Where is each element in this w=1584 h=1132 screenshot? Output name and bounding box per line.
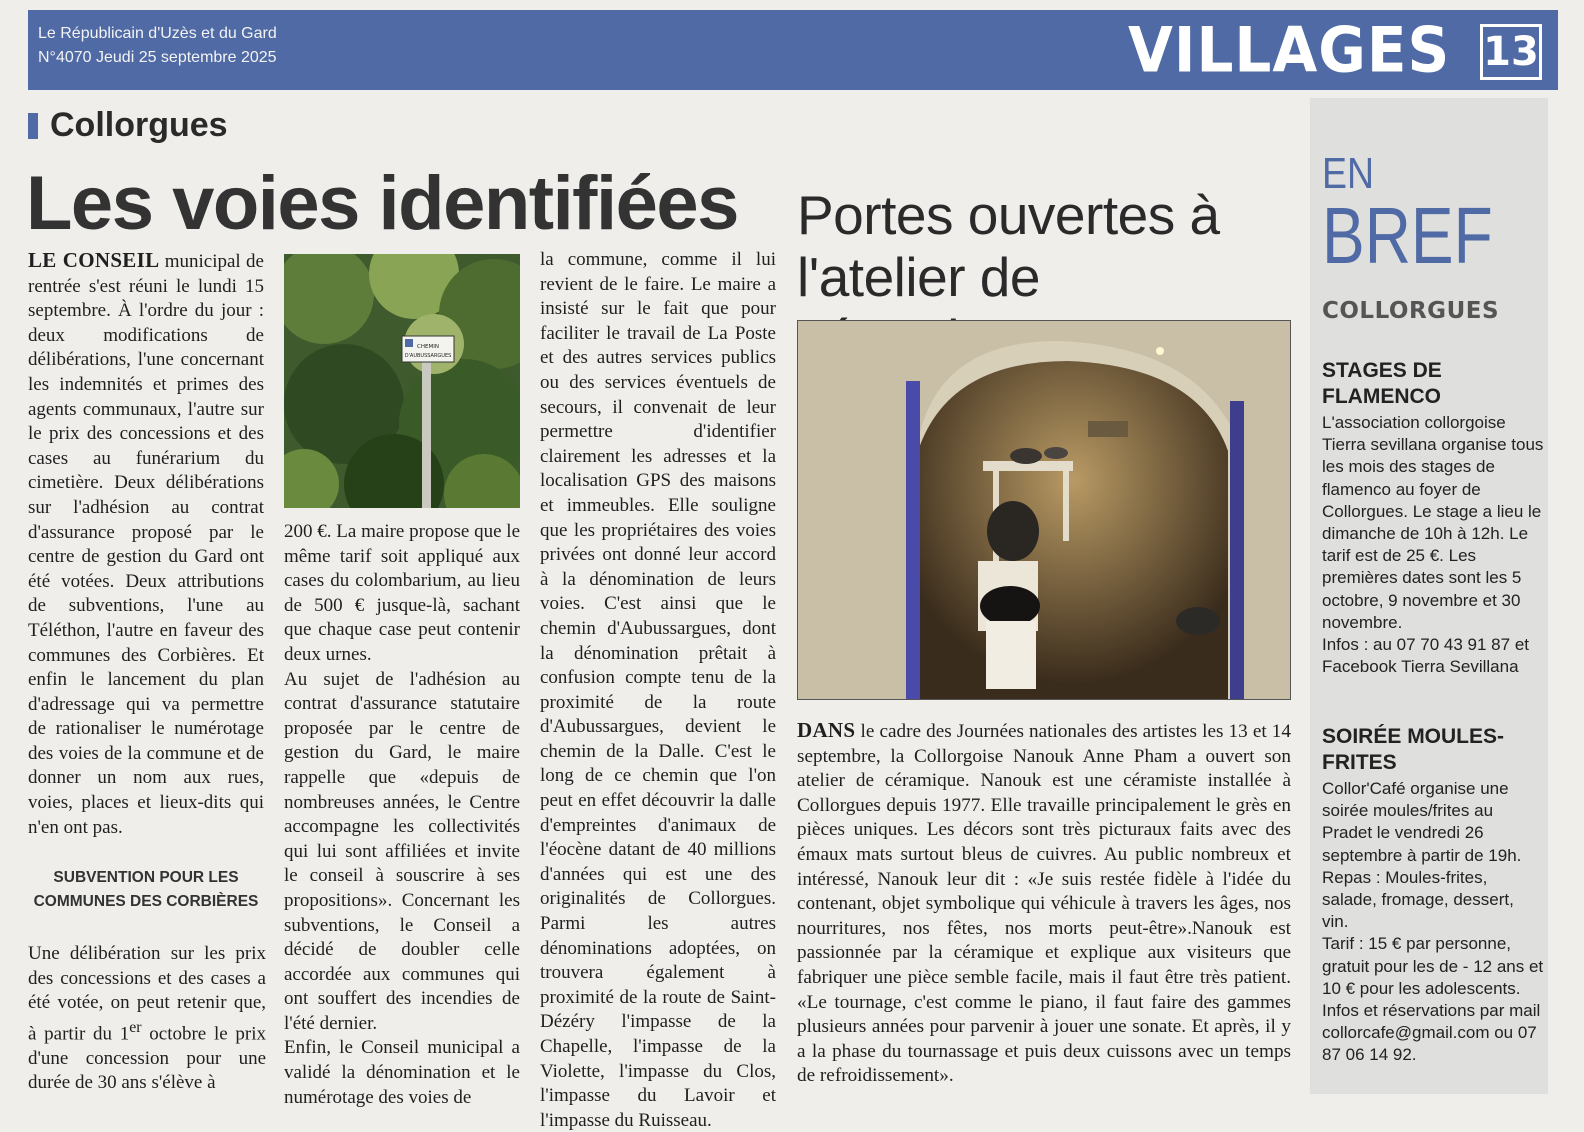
brief-2-title: SOIRÉE MOULES-FRITES	[1322, 725, 1505, 774]
column-2-text: 200 €. La maire propose que le même tarif soit appliqué aux cases du colombarium, au lieu de 500 € jusque-là, sachant que chaque case peut contenir deux urnes.	[284, 521, 520, 665]
sign-text-2: D'AUBUSSARGUES	[404, 353, 452, 359]
article2-text: le cadre des Journées nationales des artistes les 13 et 14 septembre, la Collorgoise Nanouk Anne Pham a ouvert son atelier de céramique. Nanouk est une céramiste installée à Collorgues depuis 1977. Elle travaille principalement le grès en pièces uniques. Les décors sont très picturaux faits avec des émaux mats surtout bleus de cuivres. Au public nombreux et intéressé, Nanouk leur dit : «Je suis restée fidèle à l'idée du contenant, objet symbolique qui véhicule à travers les âges, nos nourritures, nos fêtes, nos morts peut-être».Nanouk est passionnée par la céramique et explique aux visiteurs que fabriquer une pièce semble facile, mais il faut être très patient. «Le tournage, c'est comme le piano, il faut faire des gammes plusieurs années pour parvenir à jouer une sonate. Et après, il y a la phase du tournassage et puis deux cuissons avec un temps de refroidissement».	[797, 721, 1291, 1087]
brief-1-title: STAGES DE FLAMENCO	[1322, 359, 1442, 408]
brief-2-price: Tarif : 15 € par personne, gratuit pour les de - 12 ans et 10 € pour les adolescents.	[1322, 934, 1544, 998]
article2-lead-word: DANS	[797, 718, 856, 742]
column-1b-text-end: octobre le prix d'une concession pour une durée de 30 ans s'élève à	[28, 1023, 267, 1094]
ceramic-atelier-photo	[797, 320, 1291, 700]
article2-headline: Portes ouvertes à l'atelier de	[797, 184, 1220, 308]
column-2c-text: Enfin, le Conseil municipal a validé la dénomination et le numérotage des voies de	[284, 1037, 520, 1108]
atelier-illustration	[798, 321, 1291, 700]
brief-1-info: Infos : au 07 70 43 91 87 et Facebook Tierra Sevillana	[1322, 635, 1529, 677]
street-sign-photo	[284, 254, 520, 508]
article-column-1b	[28, 942, 266, 1096]
brief-1-text: L'association collorgoise Tierra sevillana organise tous les mois des stages de flamenco au foyer de Collorgues. Le stage a lieu le dimanche de 10h à 12h. Le tarif est de 25 €. Les premières dates sont les 5 octobre, 9 novembre et 30 novembre.	[1322, 413, 1544, 632]
kicker-label: Collorgues	[50, 106, 228, 144]
column-3-text: la commune, comme il lui revient de le faire. Le maire a insisté sur le fait que pour faciliter le travail de La Poste et des autres services publics ou des services éventuels de secours, il convenait de leur permettre d'identifier clairement les adresses et la localisation GPS des maisons et immeubles. Elle souligne que les propriétaires des voies privées ont donné leur accord à la dénomination de leurs voies. C'est ainsi que le chemin d'Aubussargues, dont la dénomination prêtait à confusion compte tenu de la proximité de la route d'Aubussargues, devient le chemin de la Dalle. C'est le long de ce chemin que l'on peut en effet découvrir la dalle d'empreintes d'animaux de l'éocène datant de 40 millions d'années qui est une des originalités de Collorgues. Parmi les autres dénominations adoptées, on trouvera également à proximité de la route de Saint-Dézéry l'impasse de la Chapelle, l'impasse de la Violette, l'impasse du Clos, l'impasse du Lavoir et l'impasse du Ruisseau.	[540, 249, 776, 1131]
brief-1-body	[1322, 412, 1544, 678]
column-1b-text-start: Une délibération sur les prix des concessions et des cases a été votée, on peut retenir que, à partir du 1	[28, 943, 266, 1045]
issue-line: N°4070 Jeudi 25 septembre 2025	[38, 49, 277, 66]
sign-text: CHEMIN	[417, 344, 439, 350]
column-1-text: municipal de rentrée s'est réuni le lundi 15 septembre. À l'ordre du jour : deux modifications de délibérations, l'une concernant les indemnités et primes des agents communaux, l'autre sur le prix des concessions et des cases au funérarium du cimetière. Deux délibérations sur l'adhésion au contrat d'assurance proposé par le centre de gestion du Gard ont été votées. Deux attributions de subventions, l'une au Téléthon, l'autre en faveur des communes des Corbières. Et enfin le lancement du plan d'adressage qui va permettre de rationaliser le numérotage des voies de la commune et de donner un nom aux rues, voies, places et lieux-dits qui n'en ont pas.	[28, 251, 264, 838]
newspaper-name: Le Républicain d'Uzès et du Gard	[38, 25, 277, 42]
article-headline: Les voies identifiées	[26, 161, 738, 246]
article-subhead: SUBVENTION POUR LES COMMUNES DES CORBIÈRES	[33, 869, 259, 910]
column-2b-text: Au sujet de l'adhésion au contrat d'assurance statutaire proposée par le centre de gestion du Gard, le maire rappelle que «depuis de nombreuses années, le Centre accompagne les collectivités qui lui sont affiliées et invite le conseil à souscrire à ses propositions». Concernant les subventions, le Conseil a décidé de doubler celle accordée aux communes qui ont souffert des incendies de l'été dernier.	[284, 668, 520, 1034]
sidebar-bref-label: BREF	[1322, 191, 1493, 280]
article-column-1	[28, 248, 264, 840]
sidebar-en-label: EN	[1322, 149, 1374, 198]
article-column-3	[540, 248, 776, 1132]
article-column-2	[284, 520, 520, 1110]
street-sign-illustration	[284, 254, 520, 508]
page-number: 13	[1480, 24, 1542, 80]
publication-info	[38, 22, 368, 70]
lead-word: LE CONSEIL	[28, 248, 160, 272]
article2-body	[797, 718, 1291, 1089]
brief-2-body	[1322, 778, 1544, 1067]
brief-2-info: Infos et réservations par mail collorcafe@gmail.com ou 07 87 06 14 92.	[1322, 1001, 1541, 1065]
kicker-bar-icon	[28, 113, 38, 139]
brief-2-text: Collor'Café organise une soirée moules/frites au Pradet le vendredi 26 septembre à partir de 19h. Repas : Moules-frites, salade, fromage, dessert, vin.	[1322, 779, 1522, 932]
sidebar-village: COLLORGUES	[1322, 298, 1500, 324]
section-title: VILLAGES	[1128, 13, 1451, 87]
article-kicker	[28, 106, 228, 145]
column-1b-superscript: er	[129, 1018, 142, 1036]
